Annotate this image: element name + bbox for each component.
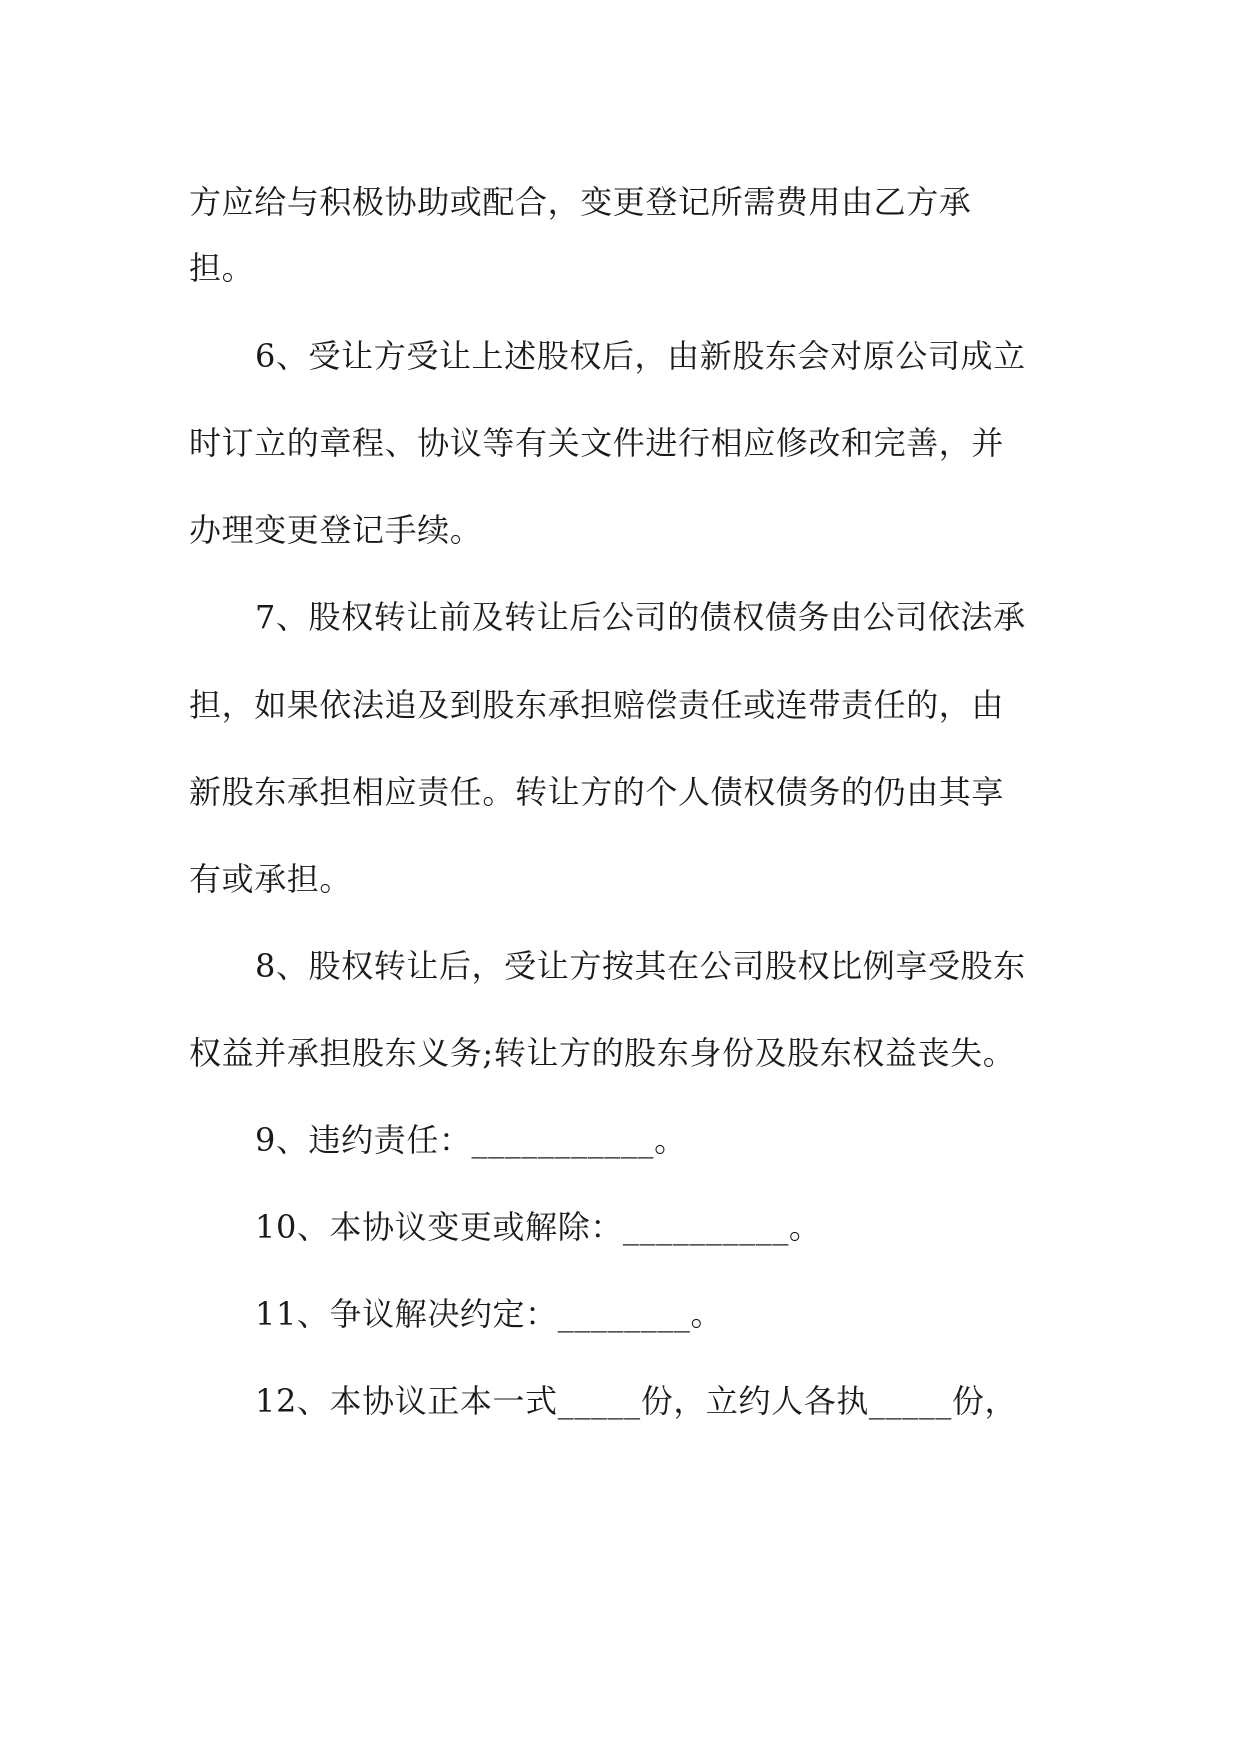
text-line: 有或承担。 [189, 860, 353, 898]
clause-10-line: 10、本协议变更或解除：__________。 [255, 1208, 822, 1246]
text-line: 方应给与积极协助或配合，变更登记所需费用由乙方承 [189, 183, 972, 221]
clause-11-line: 11、争议解决约定：________。 [255, 1295, 724, 1333]
text-line: 新股东承担相应责任。转让方的个人债权债务的仍由其享 [189, 773, 1005, 811]
clause-8-line: 8、股权转让后，受让方按其在公司股权比例享受股东 [255, 947, 1026, 985]
text-line: 权益并承担股东义务;转让方的股东身份及股东权益丧失。 [189, 1034, 1016, 1072]
clause-6-line: 6、受让方受让上述股权后，由新股东会对原公司成立 [255, 337, 1026, 375]
clause-12-line: 12、本协议正本一式_____份，立约人各执_____份， [255, 1382, 1018, 1420]
text-line: 时订立的章程、协议等有关文件进行相应修改和完善，并 [189, 424, 1005, 462]
text-line: 办理变更登记手续。 [189, 511, 483, 549]
text-line: 担，如果依法追及到股东承担赔偿责任或连带责任的，由 [189, 686, 1005, 724]
text-line: 担。 [189, 249, 255, 287]
clause-9-line: 9、违约责任：___________。 [255, 1121, 687, 1159]
clause-7-line: 7、股权转让前及转让后公司的债权债务由公司依法承 [255, 598, 1026, 636]
